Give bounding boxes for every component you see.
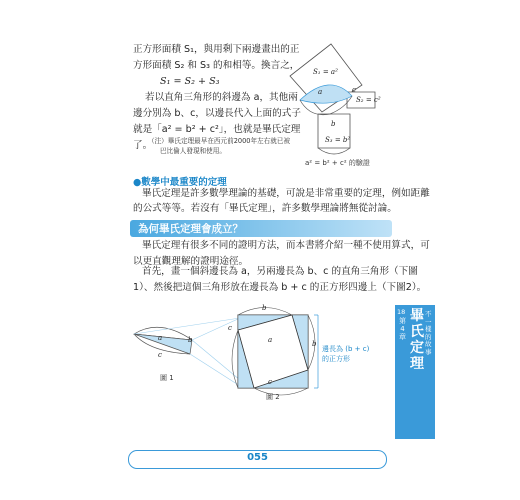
side-b-label: b [331,120,336,128]
side-c-label: c [352,86,356,94]
paragraph-line: 了。 [133,140,153,151]
fig1-label-a: a [158,334,163,342]
sidebar-title: 畢氏定理 [410,308,424,372]
side-a-label: a [318,88,323,96]
fig2-label-a-inner: a [268,336,273,344]
section-heading: 為何畢氏定理會成立？ [138,223,243,235]
page-number-box [128,450,387,469]
footnote-line: 巴比倫人發現和使用。 [160,147,226,155]
s1-label: S₁ = a² [313,68,338,76]
paragraph-line: 正方形面積 S₁，與用剩下兩邊畫出的正 [133,44,300,55]
page-number: 055 [247,452,268,463]
chapter-label: 第4章 [399,317,406,341]
paragraph-line: 以更直觀理解的證明途徑。 [133,256,249,267]
fig2-label-b-top: b [262,304,267,312]
figure-1-caption: 圖 1 [160,374,174,382]
section-heading: ●數學中最重要的定理 [133,177,227,188]
top-figure-caption: a² = b² + c² 的驗證 [305,159,370,167]
paragraph-line: 方形面積 S₂ 和 S₃ 的和相等。換言之， [133,60,300,71]
paragraph-line: 的公式等等。若沒有「畢氏定理」，許多數學理論將無從討論。 [133,203,397,214]
fig2-label-c-bottom: c [268,378,272,386]
fig1-label-c: c [158,351,162,359]
section-number: 18 [397,308,406,316]
callout-line: 邊長為 (b + c) [322,345,370,353]
fig1-label-b: b [188,336,193,344]
figure-2-caption: 圖 2 [266,393,280,401]
sidebar-subtitle: 不一樣的故事 [425,310,432,356]
fig2-label-b-right: b [312,340,317,348]
callout-line: 的正方形 [322,355,350,363]
s2-label: S₂ = c² [356,96,381,104]
formula: S₁ = S₂ + S₃ [160,76,220,87]
paragraph-line: 若以直角三角形的斜邊為 a，其他兩 [145,92,298,103]
paragraph-line: 1）、然後把這個三角形放在邊長為 b + c 的正方形四邊上（下圖2）。 [133,282,427,293]
paragraph-line: 畢氏定理有很多不同的證明方法，而本書將介紹一種不使用算式，可 [142,240,430,251]
footnote-line: （注）畢氏定理最早在西元前2000年左右就已被 [148,137,291,145]
chapter-sidebar-tab [395,305,435,439]
fig2-label-c-left: c [228,324,232,332]
paragraph-line: 邊分別為 b、c，以邊長代入上面的式子 [133,108,301,119]
paragraph-line: 就是「a² = b² + c²」，也就是畢氏定理 [133,124,301,135]
paragraph-line: 首先，畫一個斜邊長為 a，另兩邊長為 b、c 的直角三角形（下圖 [142,266,418,277]
s3-label: S₃ = b² [325,136,351,144]
paragraph-line: 畢氏定理是許多數學理論的基礎，可說是非常重要的定理，例如距離 [142,188,430,199]
